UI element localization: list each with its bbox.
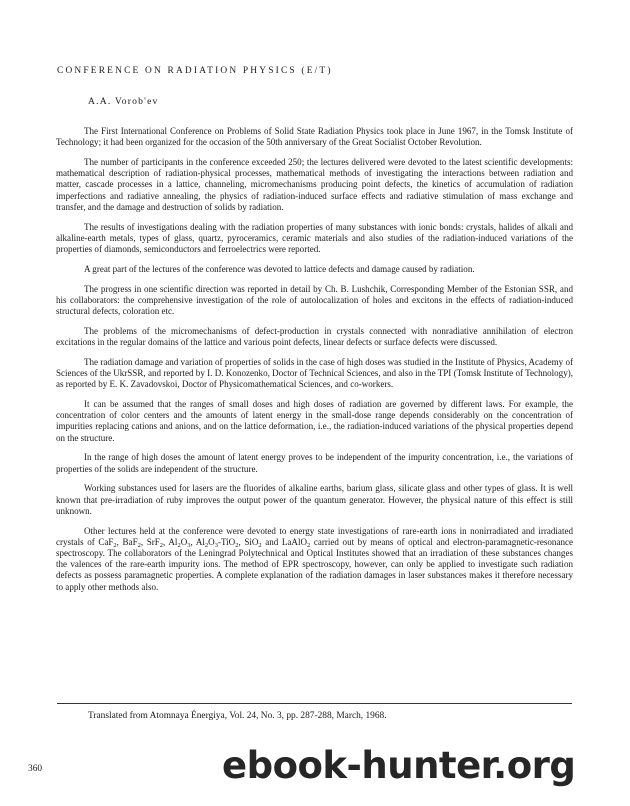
- text-run: , SrF: [140, 536, 160, 547]
- paragraph: The number of participants in the conference exceeded 250; the lectures delivered were devoted to the latest scientific developments: mathematical description of radiation-physical processes, mathematical methods of investigating the interactions between radiation and matter, cascade processes in a lattice, channeling, micromechanisms producing point defects, the kinetics of accumulation of radiation imperfections and radiative annealing, the physics of radiation-induced surface effects and radiative stimulation of mass exchange and transfer, and the damage and destruction of solids by radiation.: [56, 157, 573, 212]
- text-run: O: [208, 536, 215, 547]
- subscript: 3: [214, 541, 218, 549]
- paragraph: The radiation damage and variation of properties of solids in the case of high doses was studied in the Institute of Physics, Academy of Sciences of the UkrSSR, and reported by I. D. Konozenko, Doctor of Technical Sciences, and also in the TPI (Tomsk Institute of Technology), as reported by E. K. Zavadovskoi, Doctor of Physicomathematical Sciences, and co-workers.: [56, 356, 573, 390]
- text-run: and LaAlO: [261, 536, 308, 547]
- text-run: , BaF: [116, 536, 138, 547]
- author-name: A.A. Vorob'ev: [88, 96, 159, 107]
- subscript: 2: [159, 541, 164, 549]
- paragraph: A great part of the lectures of the conference was devoted to lattice defects and damage caused by radiation.: [84, 263, 475, 274]
- text-run: O: [180, 536, 188, 547]
- subscript: 2: [204, 541, 209, 549]
- article-title: CONFERENCE ON RADIATION PHYSICS (E/T): [57, 66, 333, 76]
- paragraph: The First International Conference on Problems of Solid State Radiation Physics took place in June 1967, in the Tomsk Institute of Technology; it had been organized for the occasion of the 50th anniversary of the Great Socialist October Revolution.: [56, 126, 573, 148]
- text-run: , Al: [163, 536, 178, 547]
- translation-note: Translated from Atomnaya Énergiya, Vol. 24, No. 3, pp. 287-288, March, 1968.: [88, 711, 387, 721]
- text-run: Other lectures held at the conference were devoted to energy state investigations of rare-earth ions in nonirradiated and irradiated crystals of CaF: [56, 525, 573, 547]
- footnote-divider: [57, 703, 572, 704]
- paragraph: Working substances used for lasers are the fluorides of alkaline earths, barium glass, silicate glass and other types of glass. It is well known that pre-irradiation of ruby improves the output power of the quantum generator. However, the physical nature of this effect is still unknown.: [56, 483, 573, 516]
- text-run: carried out by means of optical and electron-paramagnetic-resonance spectroscopy. The collaborators of the Leningrad Polytechnical and Optical Institutes showed that an irradiation of these substances changes the valences of the rare-earth impurity ions. The method of EPR spectroscopy, however, can only be applied to investigate such radiation defects as possess paramagnetic properties. A complete explanation of the radiation damages in laser substances makes it therefore necessary to apply other methods also.: [56, 536, 574, 592]
- paragraph: In the range of high doses the amount of latent energy proves to be independent of the impurity concentration, i.e., the variations of properties of the solids are independent of the structure.: [56, 452, 573, 474]
- text-run: -TiO: [217, 536, 236, 547]
- paragraph: The progress in one scientific direction was reported in detail by Ch. B. Lushchik, Corresponding Member of the Estonian SSR, and his collaborators: the comprehensive investigation of the role of autolocalization of holes and excitons in the effects of radiation-induced structural defects, coloration etc.: [56, 283, 573, 317]
- subscript: 2: [137, 541, 141, 549]
- subscript: 2: [258, 541, 262, 549]
- text-run: , Al: [190, 536, 205, 547]
- subscript: 2: [307, 541, 311, 549]
- subscript: 3: [187, 541, 191, 549]
- paragraph: It can be assumed that the ranges of small doses and high doses of radiation are governed by different laws. For example, the concentration of color centers and the amounts of latent energy in the small-dose range depends considerably on the concentration of impurities replacing cations and anions, and on the lattice deformation, i.e., the radiation-induced variations of the physical properties depend on the structure.: [56, 399, 573, 443]
- subscript: 2: [177, 541, 181, 549]
- article-body: [56, 126, 573, 601]
- paragraph: The results of investigations dealing with the radiation properties of many substances with ionic bonds: crystals, halides of alkali and alkaline-earth metals, types of glass, quartz, pyroceramics, ceramic materials and also studies of the radiation-induced variations of the properties of diamonds, semiconductors and ferroelectrics were reported.: [56, 221, 573, 255]
- page-number: 360: [28, 764, 43, 774]
- text-run: , SiO: [238, 536, 259, 547]
- paragraph-rare-earth: [56, 526, 573, 593]
- subscript: 2: [235, 541, 239, 549]
- paragraph: The problems of the micromechanisms of defect-production in crystals connected with nonradiative annihilation of electron excitations in the regular domains of the lattice and various point defects, linear defects or surface defects were discussed.: [56, 325, 573, 348]
- subscript: 2: [113, 541, 117, 549]
- watermark: ebook-hunter.org: [222, 744, 576, 787]
